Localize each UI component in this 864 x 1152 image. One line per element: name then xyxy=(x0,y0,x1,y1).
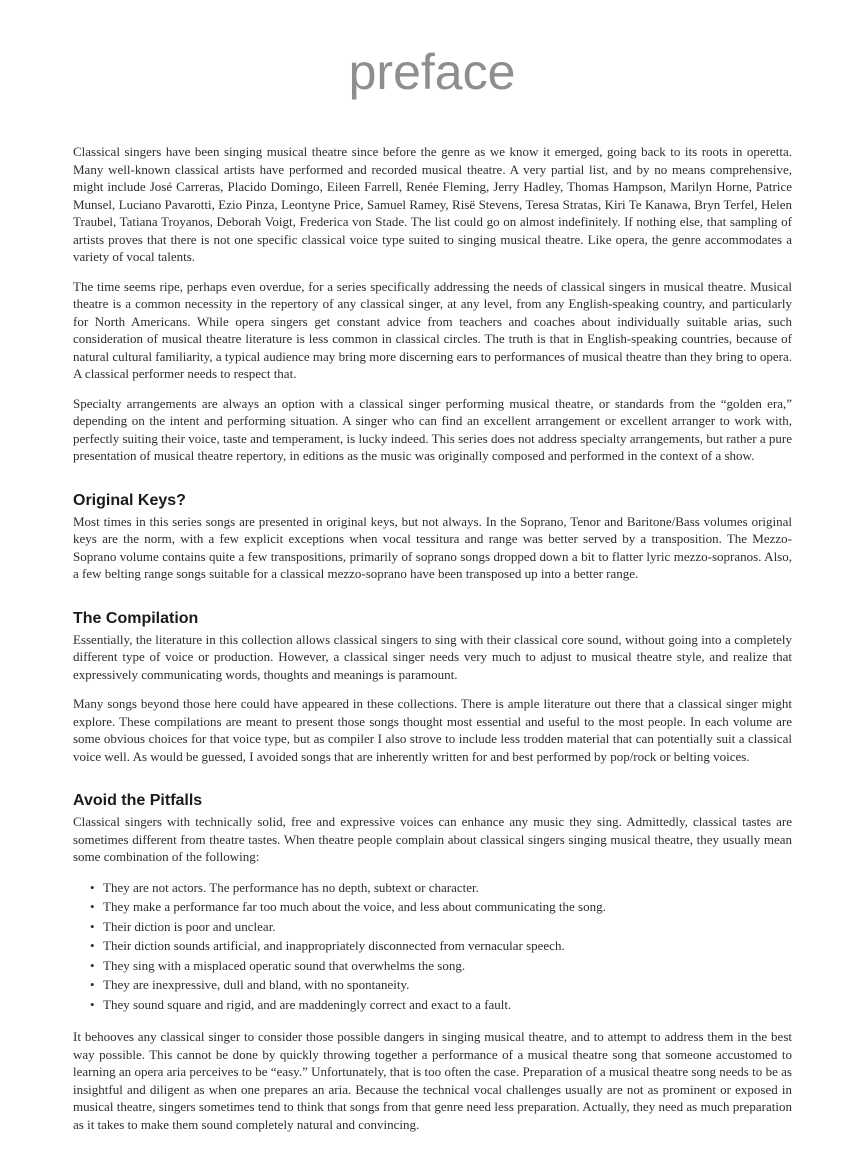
section-heading-avoid-pitfalls: Avoid the Pitfalls xyxy=(73,792,203,809)
pitfall-item: • They sound square and rigid, and are maddeningly correct and exact to a fault. xyxy=(73,995,792,1015)
pitfall-list xyxy=(73,878,792,1015)
pitfall-item: • Their diction is poor and unclear. xyxy=(73,917,792,937)
pitfall-item: • They are not actors. The performance has no depth, subtext or character. xyxy=(73,878,792,898)
pitfall-item: • Their diction sounds artificial, and inappropriately disconnected from vernacular speech. xyxy=(73,936,792,956)
pitfalls-lead-paragraph: Classical singers with technically solid, free and expressive voices can enhance any music they sing. Admittedly, classical tastes are sometimes different from theatre tastes. When theatre people complain about classical singers singing musical theatre, they usually mean some combination of the following: xyxy=(73,814,792,864)
pitfall-item: • They sing with a misplaced operatic sound that overwhelms the song. xyxy=(73,956,792,976)
page-title: preface xyxy=(348,44,516,100)
pitfalls-closing-paragraph: It behooves any classical singer to consider those possible dangers in singing musical theatre, and to attempt to address them in the best way possible. This cannot be done by quickly throwing together a performance of a musical theatre song that someone accustomed to learning an opera aria perceives to be “easy.” Unfortunately, that is too often the case. Preparation of a musical theatre song needs to be as insightful and diligent as when one prepares an aria. Because the technical vocal challenges usually are not as prominent or exposed in musical theatre, singers sometimes tend to think that songs from that genre need less preparation. Actually, they need as much preparation as it takes to make them sound completely natural and convincing. xyxy=(73,1029,792,1132)
intro-paragraph-2: The time seems ripe, perhaps even overdue, for a series specifically addressing the needs of classical singers in musical theatre. Musical theatre is a common necessity in the repertory of any classical singer, at any level, from any English-speaking country, and particularly for North Americans. While opera singers get constant advice from teachers and coaches about individually suitable arias, such consideration of musical theatre literature is less common in classical circles. The truth is that in English-speaking countries, because of natural cultural familiarity, a typical audience may bring more discerning ears to performances of musical theatre than they bring to opera. A classical performer needs to respect that. xyxy=(73,278,792,381)
intro-paragraph-3: Specialty arrangements are always an option with a classical singer performing musical theatre, or standards from the “golden era,” depending on the intent and performing situation. A singer who can find an excellent arrangement or excellent arranger to work with, perfectly suiting their voice, taste and temperament, is lucky indeed. This series does not address specialty arrangements, but rather a pure presentation of musical theatre repertory, in editions as the music was originally composed and performed in the context of a show. xyxy=(73,395,792,463)
section-heading-compilation: The Compilation xyxy=(73,609,199,627)
compilation-paragraph-1: Essentially, the literature in this collection allows classical singers to sing with their classical core sound, without going into a completely different type of voice or production. However, a classical singer needs very much to adjust to musical theatre style, and realize that expressively communicating words, thoughts and meanings is paramount. xyxy=(73,631,792,682)
compilation-paragraph-2: Many songs beyond those here could have appeared in these collections. There is ample literature out there that a classical singer might explore. These compilations are meant to present those songs thought most essential and useful to the most people. In each volume are some obvious choices for that voice type, but as compiler I also strove to include less trodden material that can potentially suit a classical voice well. As would be guessed, I avoided songs that are inherently written for and best performed by pop/rock or belting voices. xyxy=(73,696,792,764)
intro-paragraph-1: Classical singers have been singing musical theatre since before the genre as we know it emerged, going back to its roots in operetta. Many well-known classical artists have performed and recorded musical theatre. A very partial list, and by no means comprehensive, might include José Carreras, Placido Domingo, Eileen Farrell, Renée Fleming, Jerry Hadley, Thomas Hampson, Marilyn Horne, Patrice Munsel, Luciano Pavarotti, Ezio Pinza, Leontyne Price, Samuel Ramey, Risë Stevens, Teresa Stratas, Kiri Te Kanawa, Bryn Terfel, Helen Traubel, Tatiana Troyanos, Deborah Voigt, Frederica von Stade. The list could go on almost indefinitely. If nothing else, that sampling of artists proves that there is not one specific classical voice type suited to singing musical theatre. Like opera, the genre accommodates a variety of vocal talents. xyxy=(73,144,792,264)
pitfall-item: • They make a performance far too much about the voice, and less about communicating the song. xyxy=(73,897,792,917)
page-content xyxy=(0,100,864,1133)
section-heading-original-keys: Original Keys? xyxy=(73,491,186,509)
pitfall-item: • They are inexpressive, dull and bland, with no spontaneity. xyxy=(73,975,792,995)
original-keys-paragraph: Most times in this series songs are presented in original keys, but not always. In the Soprano, Tenor and Baritone/Bass volumes original keys are the norm, with a few explicit exceptions when vocal tessitura and range was better served by a transposition. The Mezzo-Soprano volume contains quite a few transpositions, primarily of soprano songs dropped down a bit to flatter lyric mezzo-sopranos. Also, a few belting range songs suitable for a classical mezzo-soprano have been transposed up into a better range. xyxy=(73,513,792,581)
